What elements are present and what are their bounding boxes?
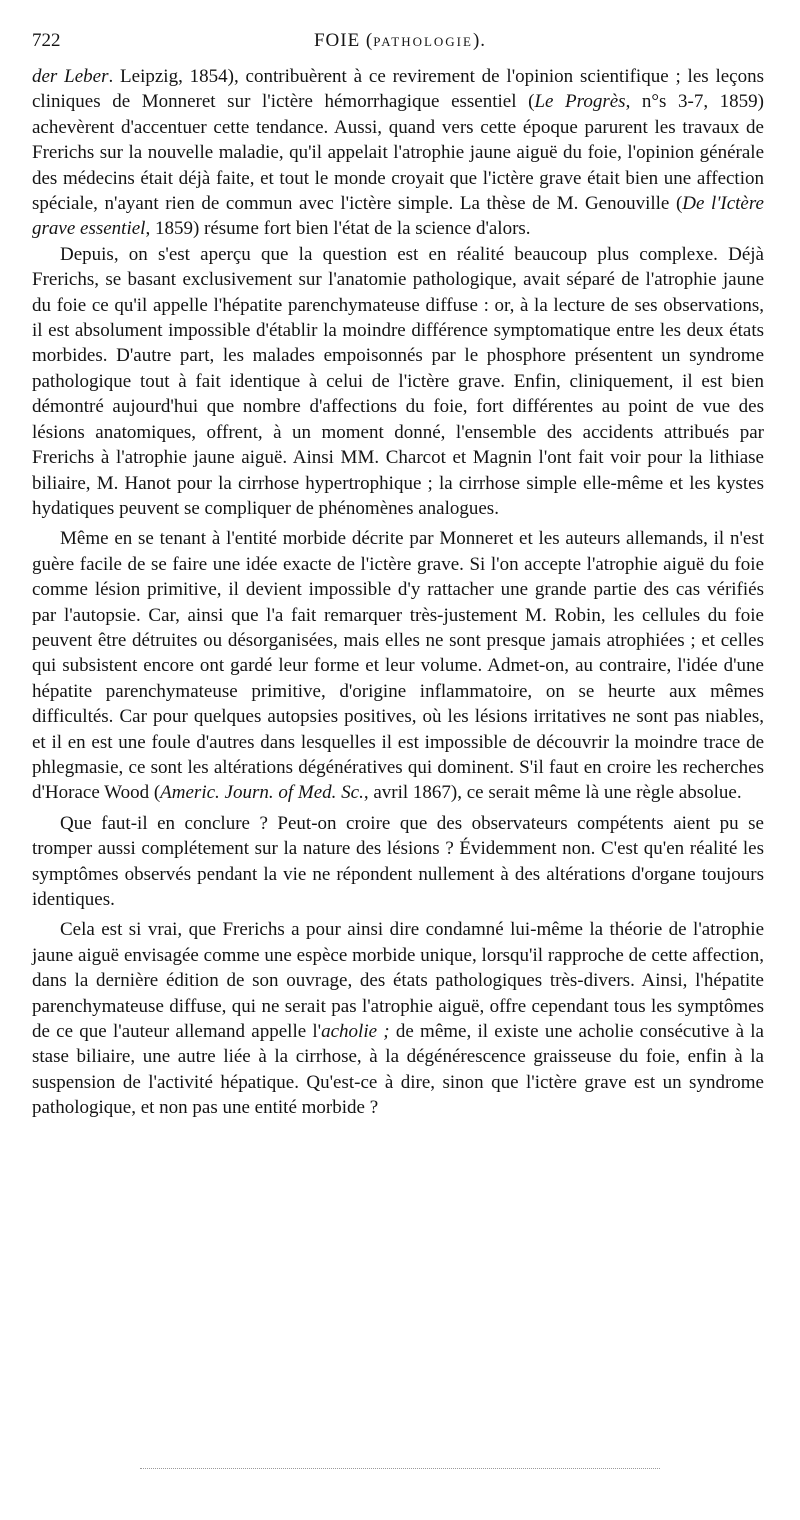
page-number: 722: [32, 30, 61, 51]
paragraph-1-text-b: , n°s 3-7, 1859) achevèrent d'accentuer cette tendance. Aussi, quand vers cette époque parurent les travaux de Frerichs sur la nouvelle maladie, qu'il appelait l'atrophie jaune aiguë du foie, l'opinion générale des médecins était déjà faite, et tout le monde croyait que l'ictère grave était bien une affection spéciale, n'ayant rien de commun avec l'ictère simple. La thèse de M. Genouville (: [32, 91, 764, 215]
thesis-title-italic: De l'Ictère grave essentiel: [32, 193, 764, 240]
paragraph-1: [32, 64, 764, 242]
term-italic: acholie ;: [321, 1021, 390, 1043]
paragraph-4: Que faut-il en conclure ? Peut-on croire que des observateurs compétents aient pu se tromper aussi complétement sur la nature des lésions ? Évidemment non. C'est qu'en réalité les symptômes observés pendant la vie ne répondent nullement à des altérations d'organe toujours identiques.: [32, 812, 764, 910]
journal-title-italic: Americ. Journ. of Med. Sc.: [160, 782, 364, 804]
journal-title-italic: Le Progrès: [534, 91, 626, 113]
paragraph-3-text-a: Même en se tenant à l'entité morbide décrite par Monneret et les auteurs allemands, il n'est guère facile de se faire une idée exacte de l'ictère grave. Si l'on accepte l'atrophie aiguë du foie comme lésion primitive, il devient impossible d'y rattacher une grande partie des cas vérifiés par l'autopsie. Car, ainsi que l'a fait remarquer très-justement M. Robin, les cellules du foie peuvent être détruites ou désorganisées, mais elles ne sont presque jamais atrophiées ; et celles qui subsistent encore ont gardé leur forme et leur volume. Admet-on, au contraire, l'idée d'une hépatite parenchymateuse primitive, d'origine inflammatoire, on se heurte aux mêmes difficultés. Car pour quelques autopsies positives, où les lésions irritatives ne sont pas niables, et il en est une foule d'autres dans lesquelles il est impossible de découvrir la moindre trace de phlegmasie, ce sont les altérations dégénératives qui dominent. S'il faut en croire les recherches d'Horace Wood (: [32, 528, 764, 804]
running-head: [32, 30, 768, 60]
paragraph-5-text-a: Cela est si vrai, que Frerichs a pour ainsi dire condamné lui-même la théorie de l'atrophie jaune aiguë envisagée comme une espèce morbide unique, lorsqu'il rapproche de cette affection, dans la dernière édition de son ouvrage, des états pathologiques très-divers. Ainsi, l'hépatite parenchymateuse diffuse, qui ne serait pas l'atrophie aiguë, offre cependant tous les symptômes de ce que l'auteur allemand appelle l': [32, 919, 764, 1043]
paragraph-2: Depuis, on s'est aperçu que la question est en réalité beaucoup plus complexe. Déjà Frerichs, se basant exclusivement sur l'anatomie pathologique, avait séparé de l'atrophie jaune du foie ce qu'il appelle l'hépatite parenchymateuse diffuse : or, à la lecture de ses observations, il est absolument impossible d'établir la moindre différence symptomatique entre les deux états morbides. D'autre part, les malades empoisonnés par le phosphore présentent un syndrome pathologique tout à fait identique à celui de l'ictère grave. Enfin, cliniquement, il est bien démontré aujourd'hui que nombre d'affections du foie, fort différentes au point de vue des lésions anatomiques, offrent, à un moment donné, l'ensemble des accidents attribués par Frerichs à l'atrophie jaune aiguë. Ainsi MM. Charcot et Magnin l'ont fait voir pour la lithiase biliaire, M. Hanot pour la cirrhose hypertrophique ; la cirrhose simple elle-même et les kystes hydatiques peuvent se compliquer de phénomènes analogues.: [32, 243, 764, 519]
citation-title-italic: der Leber: [32, 66, 109, 87]
running-title: [32, 30, 768, 52]
paragraph-1-text-c: , 1859) résume fort bien l'état de la science d'alors.: [145, 218, 531, 240]
running-title-main: FOIE (: [313, 30, 374, 51]
footer-rule: [140, 1468, 660, 1469]
running-title-subject: PATHOLOGIE: [373, 34, 473, 49]
paragraph-5-text-b: de même, il existe une acholie consécutive à la stase biliaire, une autre liée à la cirrhose, à la dégénérescence graisseuse du foie, enfin à la suspension de l'activité hépatique. Qu'est-ce à dire, sinon que l'ictère grave est un syndrome pathologique, et non pas une entité morbide ?: [32, 1021, 764, 1119]
paragraph-5: [32, 917, 764, 1120]
paragraph-3: [32, 526, 764, 805]
paragraph-1-text-a: . Leipzig, 1854), contribuèrent à ce revirement de l'opinion scientifique ; les leçons cliniques de Monneret sur l'ictère hémorrhagique essentiel (: [32, 66, 765, 113]
running-title-end: ).: [472, 30, 487, 51]
paragraph-3-text-b: , avril 1867), ce serait même là une règle absolue.: [363, 782, 742, 804]
body-text: [32, 64, 764, 1121]
